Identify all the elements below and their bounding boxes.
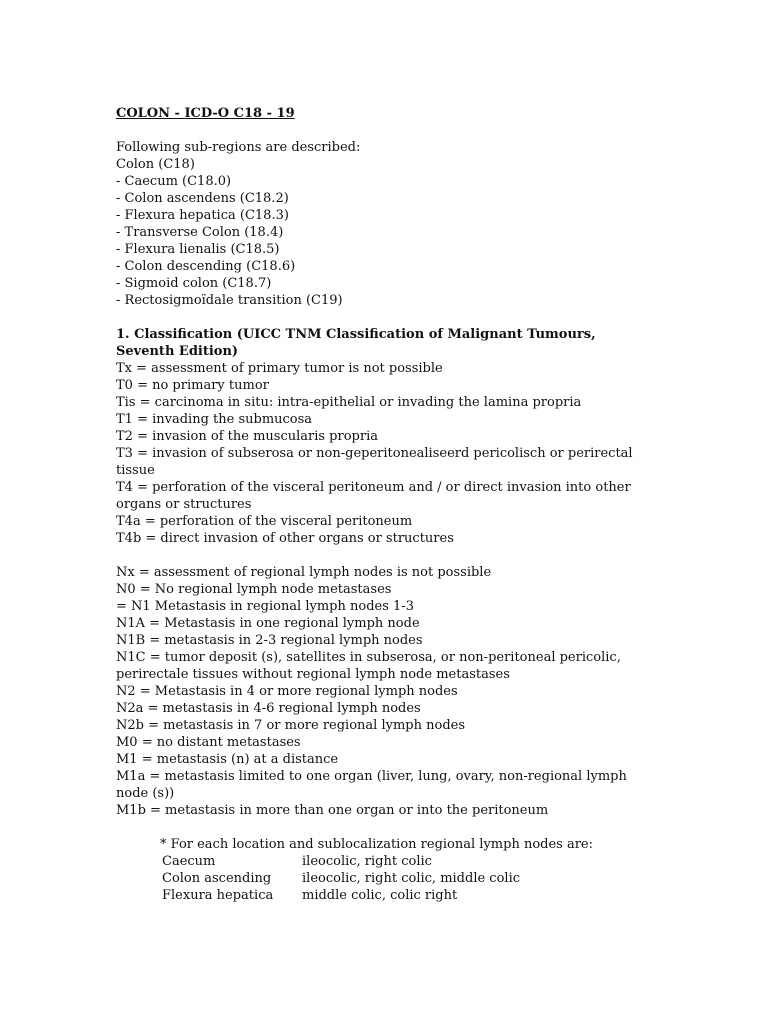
subregion-item: - Rectosigmoïdale transition (C19) — [116, 293, 343, 308]
subregion-item: - Flexura lienalis (C18.5) — [116, 242, 280, 257]
subregion-item: - Sigmoid colon (C18.7) — [116, 276, 272, 291]
subregion-item: - Transverse Colon (18.4) — [116, 225, 284, 240]
classification-heading: 1. Classification (UICC TNM Classification of Malignant Tumours, Seventh Edition) — [116, 327, 596, 359]
nm-line: Nx = assessment of regional lymph nodes is not possible — [116, 565, 492, 580]
lymph-node-row — [162, 853, 648, 870]
nm-line: M1a = metastasis limited to one organ (liver, lung, ovary, non-regional lymph node (s)) — [116, 769, 627, 801]
t-line: T3 = invasion of subserosa or non-geperitonealiseerd pericolisch or perirectal tissue — [116, 446, 633, 478]
lymph-node-list: ileocolic, right colic — [302, 854, 432, 869]
nm-line: M0 = no distant metastases — [116, 735, 301, 750]
subregions-intro: Following sub-regions are described: — [116, 140, 361, 155]
lymph-node-location: Flexura hepatica — [162, 888, 274, 903]
lymph-node-location: Colon ascending — [162, 871, 272, 886]
lymph-node-list: middle colic, colic right — [302, 888, 458, 903]
t-line: T0 = no primary tumor — [116, 378, 269, 393]
subregion-item: - Caecum (C18.0) — [116, 174, 232, 189]
spacer — [116, 819, 648, 836]
lymph-node-row — [162, 887, 648, 904]
spacer — [116, 547, 648, 564]
nm-line: N2a = metastasis in 4-6 regional lymph nodes — [116, 701, 421, 716]
nm-line: M1 = metastasis (n) at a distance — [116, 752, 339, 767]
subregions-group: Colon (C18) — [116, 157, 195, 172]
lymph-node-row — [162, 870, 648, 887]
nm-line: M1b = metastasis in more than one organ or into the peritoneum — [116, 803, 549, 818]
nm-line: N0 = No regional lymph node metastases — [116, 582, 392, 597]
lymph-node-location: Caecum — [162, 854, 216, 869]
spacer — [116, 309, 648, 326]
document-title: COLON - ICD-O C18 - 19 — [116, 106, 295, 121]
nm-line: N2b = metastasis in 7 or more regional lymph nodes — [116, 718, 466, 733]
t-line: T4b = direct invasion of other organs or structures — [116, 531, 454, 546]
nm-line: = N1 Metastasis in regional lymph nodes 1-3 — [116, 599, 414, 614]
subregion-item: - Colon descending (C18.6) — [116, 259, 296, 274]
document-page — [116, 105, 648, 904]
t-line: T4a = perforation of the visceral peritoneum — [116, 514, 413, 529]
t-line: Tx = assessment of primary tumor is not possible — [116, 361, 443, 376]
nm-line: N1A = Metastasis in one regional lymph node — [116, 616, 420, 631]
subregion-item: - Flexura hepatica (C18.3) — [116, 208, 289, 223]
nm-line: N1B = metastasis in 2-3 regional lymph nodes — [116, 633, 423, 648]
subregion-item: - Colon ascendens (C18.2) — [116, 191, 289, 206]
nm-line: N1C = tumor deposit (s), satellites in subserosa, or non-peritoneal pericolic, perirectale tissues without regional lymph node metastases — [116, 650, 621, 682]
t-line: Tis = carcinoma in situ: intra-epithelial or invading the lamina propria — [116, 395, 582, 410]
spacer — [116, 122, 648, 139]
lymph-node-list: ileocolic, right colic, middle colic — [302, 871, 521, 886]
t-line: T4 = perforation of the visceral peritoneum and / or direct invasion into other organs or structures — [116, 480, 631, 512]
t-line: T2 = invasion of the muscularis propria — [116, 429, 378, 444]
lymph-node-footnote: * For each location and sublocalization regional lymph nodes are: — [160, 837, 593, 852]
t-line: T1 = invading the submucosa — [116, 412, 313, 427]
nm-line: N2 = Metastasis in 4 or more regional lymph nodes — [116, 684, 458, 699]
